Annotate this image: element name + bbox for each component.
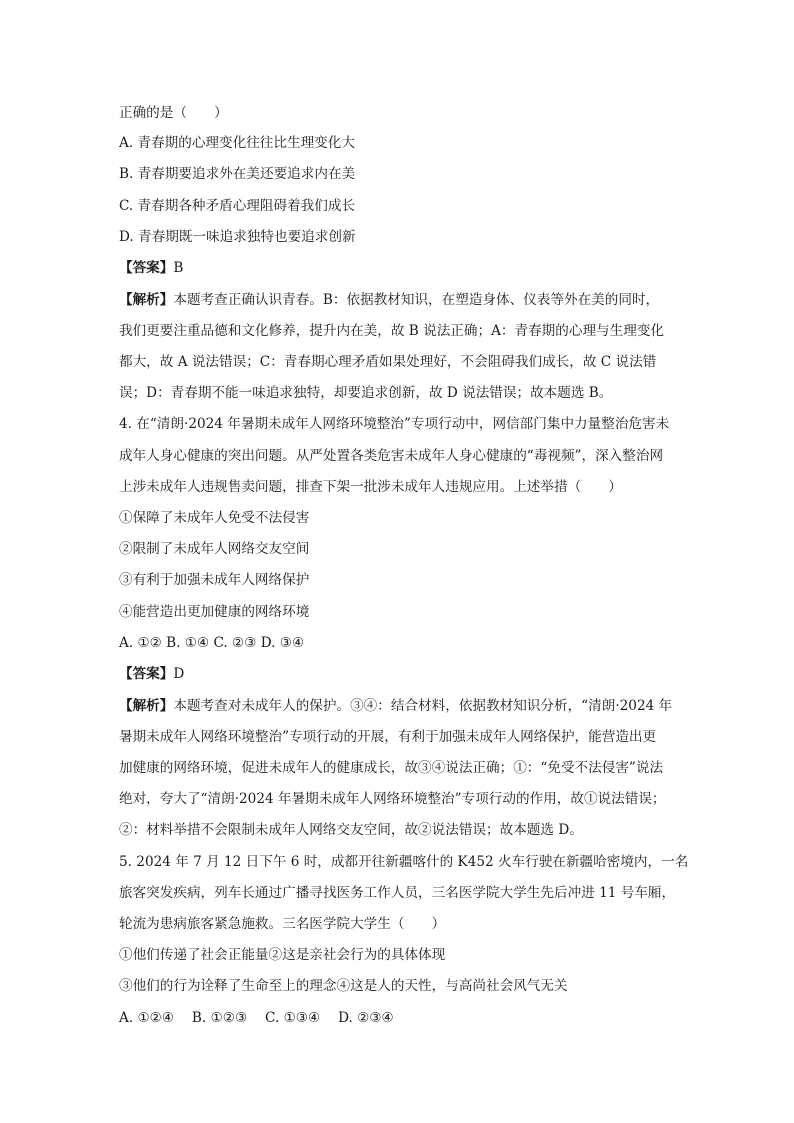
q5-statement-line-1: ①他们传递了社会正能量②这是亲社会行为的具体体现 xyxy=(119,947,446,963)
q4-analysis-line-5: ②：材料举措不会限制未成年人网络交友空间，故②说法错误；故本题选 D。 xyxy=(119,822,583,838)
q3-option-c: C. 青春期各种矛盾心理阻碍着我们成长 xyxy=(119,198,356,214)
q4-stem-line-2: 成年人身心健康的突出问题。从严处置各类危害未成年人身心健康的“毒视频”，深入整治网 xyxy=(119,448,664,464)
q4-analysis-line-2: 暑期未成年人网络环境整治”专项行动的开展，有利于加强未成年人网络保护，能营造出更 xyxy=(119,729,657,745)
q4-answer-value: D xyxy=(173,666,185,682)
q3-analysis-line-1 xyxy=(119,290,659,310)
q4-statement-4: ④能营造出更加健康的网络环境 xyxy=(119,604,310,620)
q3-option-b: B. 青春期要追求外在美还要追求内在美 xyxy=(119,166,356,182)
q3-analysis-line-3: 都大，故 A 说法错误；C：青春期心理矛盾如果处理好，不会阻碍我们成长，故 C 说法错 xyxy=(119,354,657,370)
q4-stem-line-1: 4. 在“清朗·2024 年暑期未成年人网络环境整治”专项行动中，网信部门集中力量整治危害未 xyxy=(119,416,670,432)
q4-analysis-line-3: 加健康的网络环境，促进未成年人的健康成长，故③④说法正确；①：“免受不法侵害”说法 xyxy=(119,760,664,776)
q4-statement-2: ②限制了未成年人网络交友空间 xyxy=(119,541,310,557)
q4-analysis-line-4: 绝对，夸大了“清朗·2024 年暑期未成年人网络环境整治”专项行动的作用，故①说法错误； xyxy=(119,791,666,807)
q5-stem-line-1: 5. 2024 年 7 月 12 日下午 6 时，成都开往新疆喀什的 K452 火车行驶在新疆哈密境内，一名 xyxy=(119,854,689,870)
q3-option-a: A. 青春期的心理变化往往比生理变化大 xyxy=(119,135,355,151)
q3-analysis-line-2: 我们更要注重品德和文化修养，提升内在美，故 B 说法正确；A：青春期的心理与生理变化 xyxy=(119,323,665,339)
q5-stem-line-2: 旅客突发疾病，列车长通过广播寻找医务工作人员，三名医学院大学生先后冲进 11 号车厢， xyxy=(119,885,676,901)
q3-analysis-label: 【解析】 xyxy=(119,292,174,308)
q4-stem-line-3: 上涉未成年人违规售卖问题，排查下架一批涉未成年人违规应用。上述举措（ ） xyxy=(119,479,622,495)
q3-stem-tail: 正确的是（ ） xyxy=(119,105,228,121)
q5-statement-line-2: ③他们的行为诠释了生命至上的理念④这是人的天性，与高尚社会风气无关 xyxy=(119,978,568,994)
q4-statement-3: ③有利于加强未成年人网络保护 xyxy=(119,572,310,588)
q4-statement-1: ①保障了未成年人免受不法侵害 xyxy=(119,510,310,526)
q3-analysis-text: 本题考查正确认识青春。B：依据教材知识，在塑造身体、仪表等外在美的同时， xyxy=(173,292,660,308)
q3-analysis-line-4: 误；D：青春期不能一味追求独特，却要追求创新，故 D 说法错误；故本题选 B。 xyxy=(119,385,613,401)
q4-answer xyxy=(119,664,184,684)
q3-answer-label: 【答案】 xyxy=(119,260,174,276)
q4-analysis-text: 本题考查对未成年人的保护。③④：结合材料，依据教材知识分析，“清朗·2024 年 xyxy=(173,698,673,714)
q3-option-d: D. 青春期既一味追求独特也要追求创新 xyxy=(119,229,356,245)
q4-options: A. ①② B. ①④ C. ②③ D. ③④ xyxy=(119,635,305,651)
q4-answer-label: 【答案】 xyxy=(119,666,174,682)
q3-answer-value: B xyxy=(173,260,184,276)
q3-answer xyxy=(119,258,183,278)
q4-analysis-label: 【解析】 xyxy=(119,698,174,714)
q5-options: A. ①②④ B. ①②③ C. ①③④ D. ②③④ xyxy=(119,1010,394,1026)
q4-analysis-line-1 xyxy=(119,696,672,716)
q5-stem-line-3: 轮流为患病旅客紧急施救。三名医学院大学生（ ） xyxy=(119,916,446,932)
